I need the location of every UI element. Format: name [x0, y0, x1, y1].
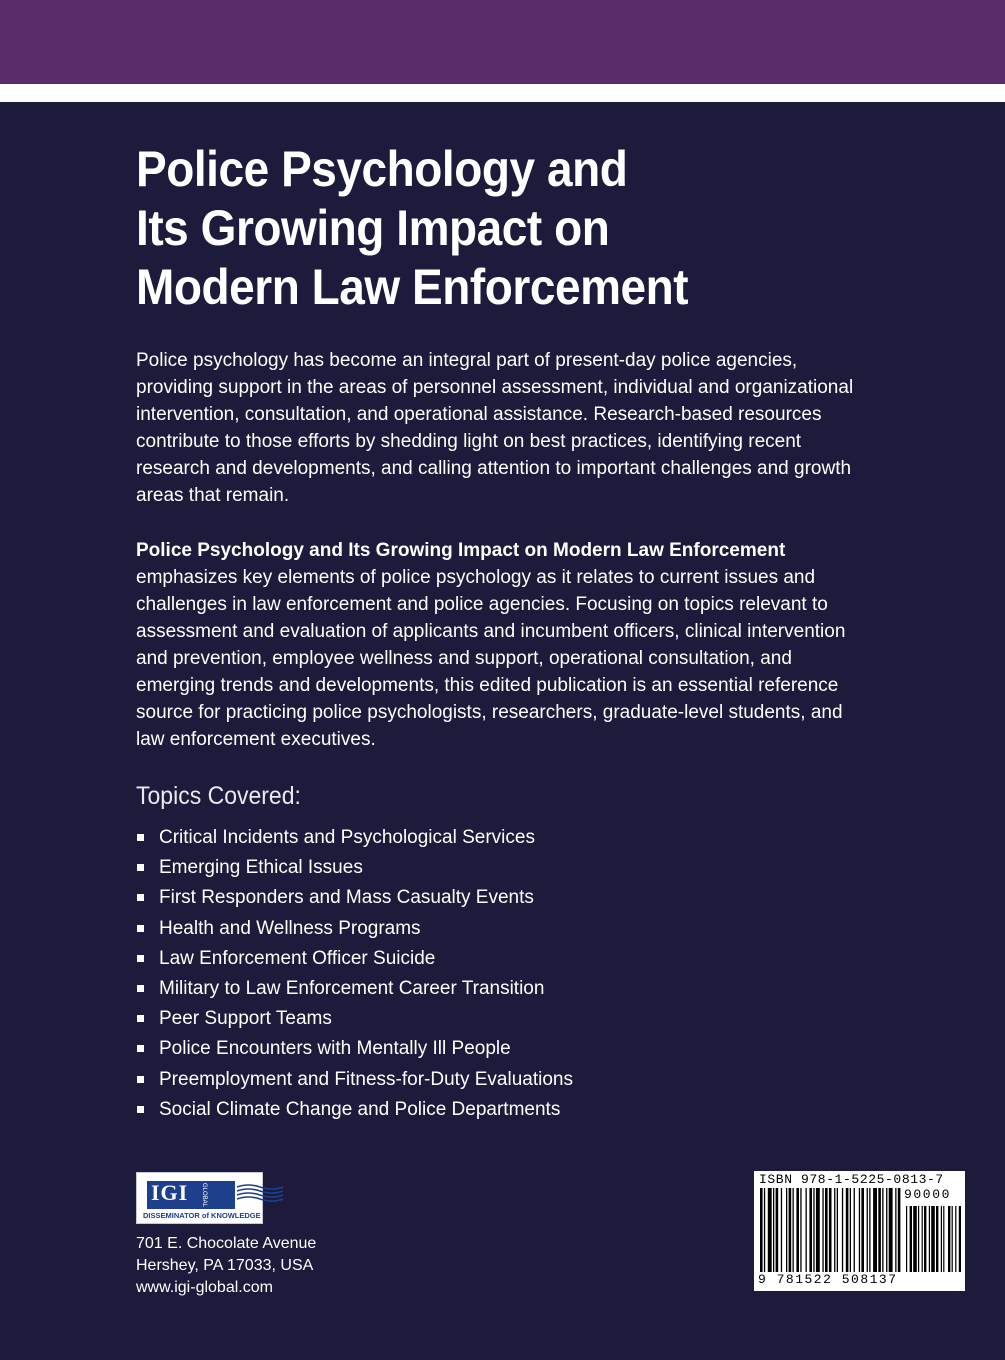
- bullet-icon: [137, 864, 144, 871]
- topic-label: Health and Wellness Programs: [159, 917, 421, 939]
- bullet-icon: [137, 925, 144, 932]
- topic-item: [136, 974, 876, 1004]
- topic-item: [136, 1004, 876, 1034]
- barcode-bar: [898, 1188, 901, 1272]
- barcode-bar: [796, 1188, 799, 1272]
- barcode-bar: [789, 1188, 792, 1272]
- top-color-band: [0, 0, 1005, 84]
- barcode-bar: [768, 1188, 772, 1272]
- topic-label: First Responders and Mass Casualty Events: [159, 887, 534, 909]
- barcode-addon-bar: [910, 1206, 912, 1272]
- ean-digits: 9 781522 508137: [758, 1272, 898, 1287]
- title-line-2: Its Growing Impact on: [136, 200, 610, 256]
- barcode-addon-bar: [929, 1206, 930, 1272]
- barcode-bar: [800, 1188, 801, 1272]
- barcode-bar: [760, 1188, 763, 1272]
- logo-tagline: DISSEMINATOR of KNOWLEDGE: [143, 1211, 261, 1220]
- description-book-title: Police Psychology and Its Growing Impact on Modern Law Enforcement: [136, 540, 786, 561]
- topic-label: Military to Law Enforcement Career Transition: [159, 978, 545, 1000]
- title-line-1: Police Psychology and: [136, 141, 628, 197]
- barcode-bar: [809, 1188, 812, 1272]
- barcode-addon-bar: [913, 1206, 917, 1272]
- price-code: 90000: [904, 1187, 952, 1202]
- bullet-icon: [137, 985, 144, 992]
- isbn-number: ISBN 978-1-5225-0813-7: [759, 1172, 944, 1187]
- barcode-bar: [859, 1188, 860, 1272]
- barcode-addon-bar: [931, 1206, 935, 1272]
- topic-label: Police Encounters with Mentally Ill People: [159, 1038, 511, 1060]
- bullet-icon: [137, 834, 144, 841]
- barcode-bar: [869, 1188, 870, 1272]
- barcode-addon-bar: [952, 1206, 953, 1272]
- topic-label: Peer Support Teams: [159, 1008, 332, 1030]
- topic-label: Emerging Ethical Issues: [159, 857, 363, 879]
- publisher-address: [136, 1233, 316, 1299]
- barcode-bar: [822, 1188, 823, 1272]
- bullet-icon: [137, 955, 144, 962]
- barcode-bar: [834, 1188, 835, 1272]
- book-title: [136, 140, 706, 317]
- description-paragraph-2: [136, 537, 876, 753]
- barcode-bar: [846, 1188, 849, 1272]
- topic-label: Law Enforcement Officer Suicide: [159, 947, 436, 969]
- barcode-bar: [861, 1188, 864, 1272]
- barcode-addon-bar: [941, 1206, 942, 1272]
- topic-item: [136, 1095, 876, 1125]
- topic-item: [136, 914, 876, 944]
- back-cover-content: [136, 140, 876, 1125]
- barcode-addon-bar: [936, 1206, 938, 1272]
- barcode-bar: [829, 1188, 832, 1272]
- barcode-bar: [793, 1188, 794, 1272]
- isbn-barcode: [754, 1171, 965, 1291]
- barcode-bar: [878, 1188, 881, 1272]
- barcode-bar: [786, 1188, 787, 1272]
- barcode-addon-bar: [924, 1206, 926, 1272]
- topic-label: Social Climate Change and Police Departments: [159, 1098, 561, 1120]
- barcode-bar: [781, 1188, 782, 1272]
- publisher-website: www.igi-global.com: [136, 1279, 273, 1296]
- barcode-addon-bar: [943, 1206, 944, 1272]
- barcode-bar: [773, 1188, 774, 1272]
- barcode-addon-bar: [906, 1206, 907, 1272]
- topic-item: [136, 1065, 876, 1095]
- address-line-2: Hershey, PA 17033, USA: [136, 1257, 314, 1274]
- barcode-bar: [776, 1188, 779, 1272]
- barcode-bar: [854, 1188, 855, 1272]
- address-line-1: 701 E. Chocolate Avenue: [136, 1235, 317, 1252]
- description-paragraph-1: Police psychology has become an integral part of present-day police agencies, providing support in the areas of personnel assessment, individual and organizational intervention, consultation, and operational assistance. Research-based resources contribute to those efforts by shedding light on best practices, identifying recent research and developments, and calling attention to important challenges and growth areas that remain.: [136, 350, 854, 506]
- barcode-bar: [850, 1188, 851, 1272]
- barcode-addon-bar: [955, 1206, 956, 1272]
- bullet-icon: [137, 1045, 144, 1052]
- barcode-bar: [837, 1188, 838, 1272]
- topic-item: [136, 944, 876, 974]
- topic-item: [136, 823, 876, 853]
- barcode-bar: [895, 1188, 896, 1272]
- barcode-bar: [889, 1188, 893, 1272]
- barcode-bar: [882, 1188, 883, 1272]
- bullet-icon: [137, 894, 144, 901]
- topic-item: [136, 883, 876, 913]
- topic-label: Critical Incidents and Psychological Services: [159, 827, 535, 848]
- topics-list: [136, 823, 876, 1125]
- logo-wave-icon: [237, 1183, 283, 1205]
- topic-item: [136, 853, 876, 883]
- bullet-icon: [137, 1106, 144, 1113]
- white-stripe: [0, 84, 1005, 102]
- barcode-addon-bar: [918, 1206, 919, 1272]
- logo-text: IGI: [151, 1180, 189, 1205]
- publisher-block: [136, 1172, 316, 1299]
- topics-heading: Topics Covered:: [136, 782, 301, 810]
- barcode-bar: [873, 1188, 877, 1272]
- barcode-bar: [813, 1188, 814, 1272]
- barcode-bar: [867, 1188, 868, 1272]
- barcode-addon-bar: [948, 1206, 950, 1272]
- igi-global-logo: [136, 1172, 263, 1224]
- bullet-icon: [137, 1015, 144, 1022]
- logo-subtext: GLOBAL: [201, 1183, 207, 1208]
- barcode-addon-bar: [922, 1206, 923, 1272]
- barcode-bar: [825, 1188, 828, 1272]
- description-paragraph-2-text: emphasizes key elements of police psychology as it relates to current issues and challenges in law enforcement and police agencies. Focusing on topics relevant to assessment and evaluation of applicants and incumbent officers, clinical intervention and prevention, employee wellness and support, operational consultation, and emerging trends and developments, this edited publication is an essential reference source for practicing police psychologists, researchers, graduate-level students, and law enforcement executives.: [136, 567, 846, 750]
- topic-label: Preemployment and Fitness-for-Duty Evaluations: [159, 1068, 573, 1090]
- barcode-bar: [886, 1188, 887, 1272]
- title-line-3: Modern Law Enforcement: [136, 259, 689, 315]
- barcode-bar: [764, 1188, 765, 1272]
- barcode-bar: [806, 1188, 807, 1272]
- topic-item: [136, 1034, 876, 1064]
- barcode-addon-bar: [959, 1206, 961, 1272]
- bullet-icon: [137, 1076, 144, 1083]
- barcode-bar: [816, 1188, 820, 1272]
- barcode-bar: [842, 1188, 843, 1272]
